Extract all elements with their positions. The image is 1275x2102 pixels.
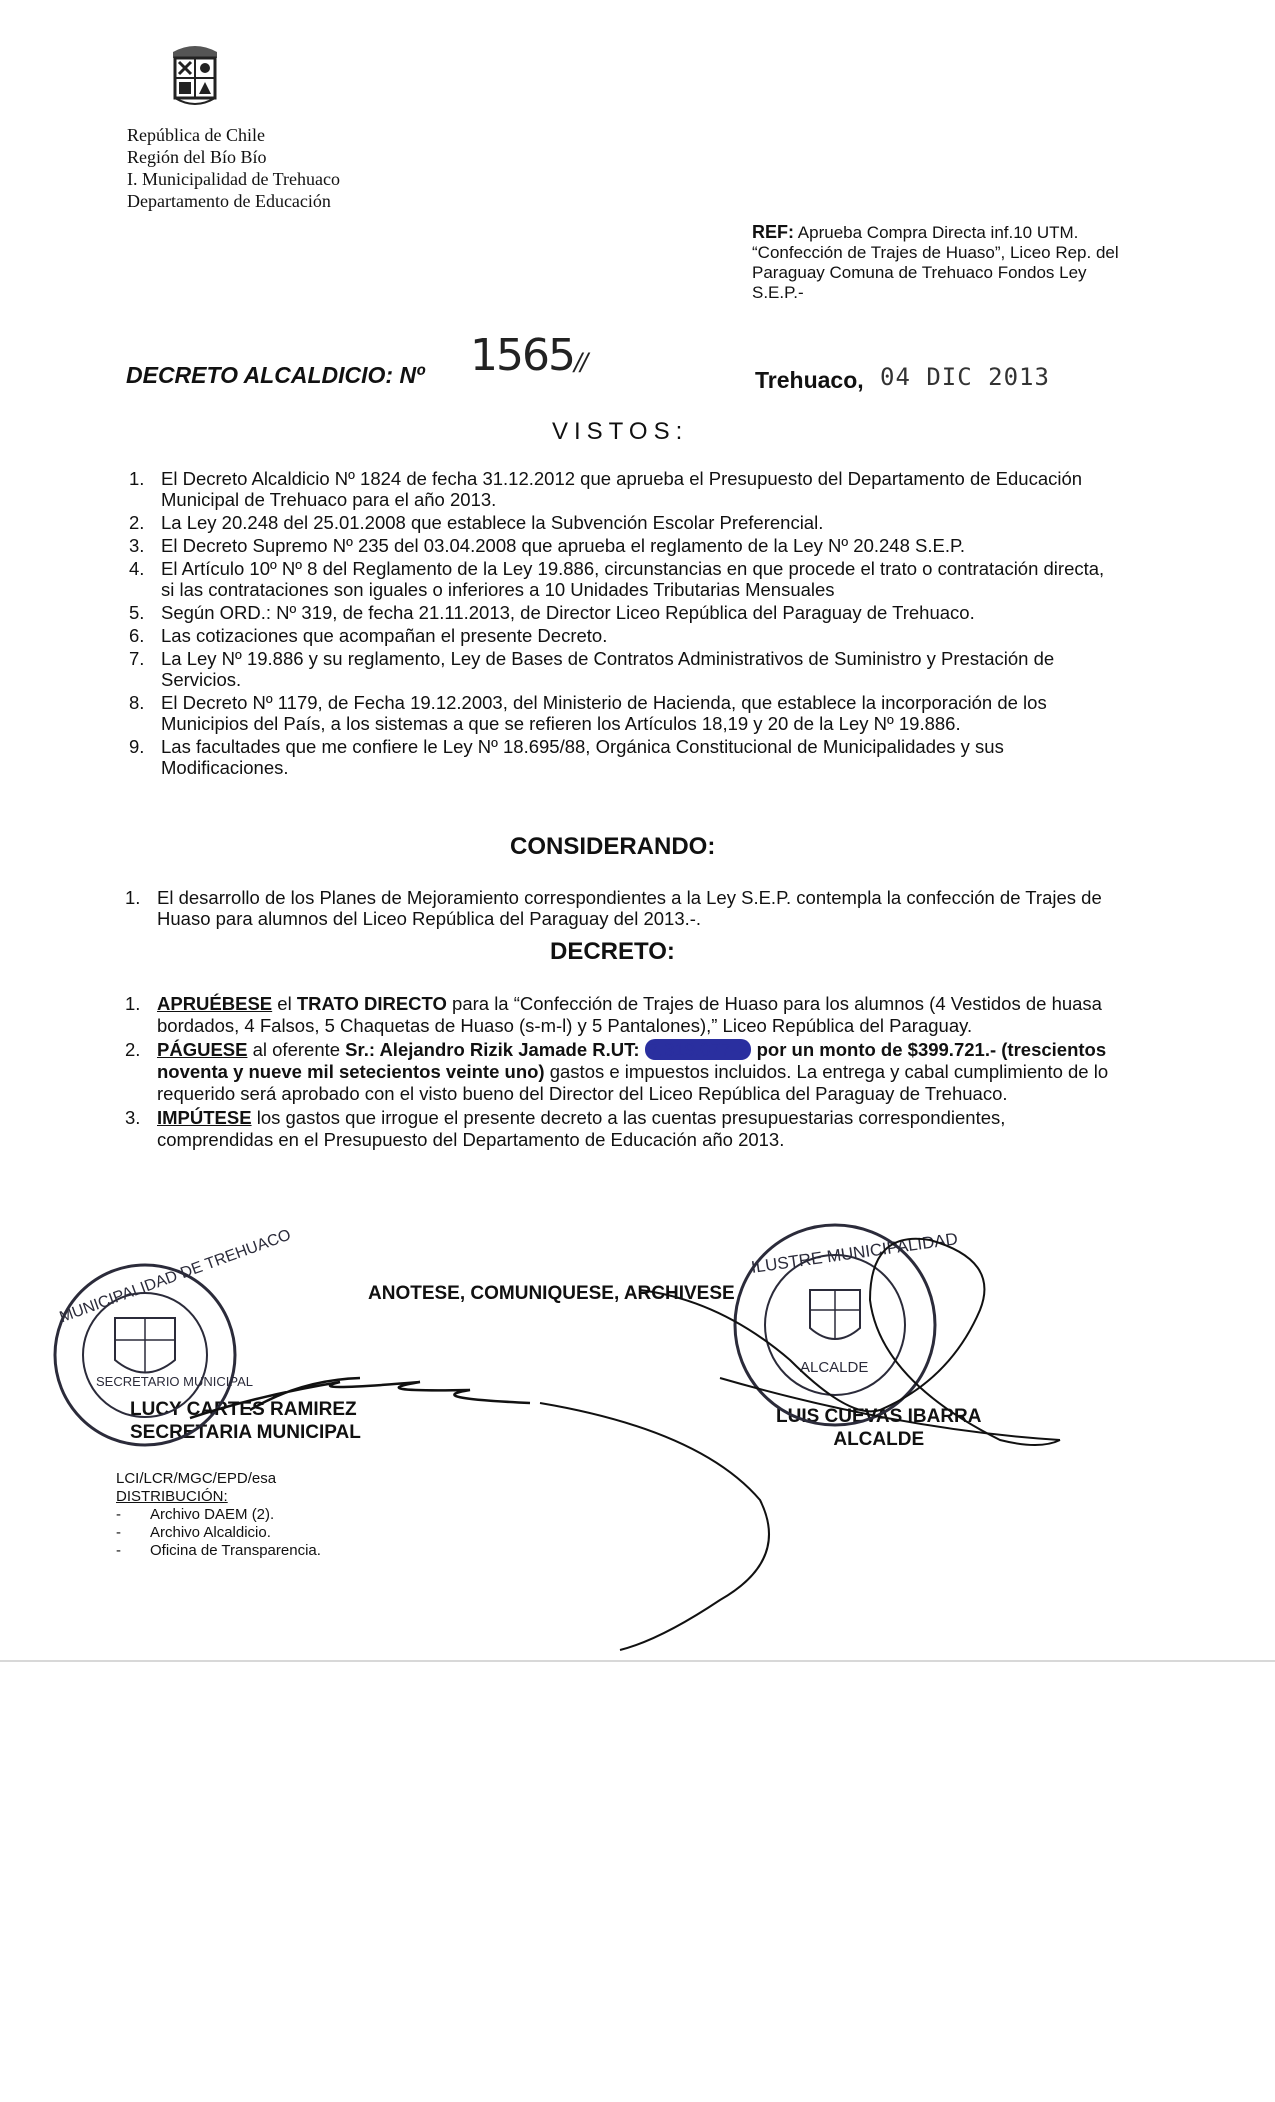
decree-title: DECRETO ALCALDICIO: Nº bbox=[126, 362, 425, 388]
list-item: 1. El Decreto Alcaldicio Nº 1824 de fecha 31.12.2012 que aprueba el Presupuesto del Departamento de Educación Municipal de Trehuaco para el año 2013. bbox=[129, 468, 1083, 510]
secretary-stamp-inner-text: SECRETARIO MUNICIPAL bbox=[96, 1374, 253, 1389]
secretary-signature-loop bbox=[540, 1403, 769, 1650]
list-item: - Archivo DAEM (2). bbox=[116, 1506, 321, 1524]
list-item: 2. La Ley 20.248 del 25.01.2008 que establece la Subvención Escolar Preferencial. bbox=[129, 512, 824, 533]
mayor-name: LUIS CUEVAS IBARRA bbox=[776, 1406, 982, 1427]
header-country: República de Chile bbox=[127, 125, 265, 145]
header-region: Región del Bío Bío bbox=[127, 147, 267, 167]
considerando-heading: CONSIDERANDO: bbox=[510, 833, 716, 860]
municipal-crest-icon bbox=[165, 38, 225, 110]
decreto-heading: DECRETO: bbox=[550, 938, 675, 965]
closing-formula: ANOTESE, COMUNIQUESE, ARCHIVESE bbox=[368, 1283, 735, 1304]
list-item: 4. El Artículo 10º Nº 8 del Reglamento de la Ley 19.886, circunstancias en que procede el trato o contratación directa, si las contrataciones son iguales o inferiores a 10 Unidades Tributarias Mensuales bbox=[129, 558, 1105, 600]
reference-label: REF: bbox=[752, 222, 794, 242]
mayor-role: ALCALDE bbox=[833, 1429, 925, 1450]
mayor-stamp-text: ILUSTRE MUNICIPALIDAD bbox=[749, 1229, 959, 1278]
secretary-role: SECRETARIA MUNICIPAL bbox=[130, 1422, 361, 1443]
list-item: 6. Las cotizaciones que acompañan el presente Decreto. bbox=[129, 625, 608, 646]
list-item: 1. APRUÉBESE el TRATO DIRECTO para la “Confección de Trajes de Huaso para los alumnos (4 Vestidos de huasa bordados, 4 Falsos, 5 Chaquetas de Huaso (s-m-l) y 5 Pantalones),” Liceo República del Paraguay. bbox=[125, 993, 1102, 1036]
distribution-list bbox=[116, 1506, 321, 1560]
reference-block bbox=[752, 222, 1124, 303]
distribution-block bbox=[116, 1470, 321, 1560]
list-item: 7. La Ley Nº 19.886 y su reglamento, Ley de Bases de Contratos Administrativos de Suministro y Prestación de Servicios. bbox=[129, 648, 1055, 690]
vistos-heading: VISTOS: bbox=[552, 418, 689, 445]
list-item: 3. El Decreto Supremo Nº 235 del 03.04.2008 que aprueba el reglamento de la Ley Nº 20.248 S.E.P. bbox=[129, 535, 966, 556]
list-item: 9. Las facultades que me confiere le Ley Nº 18.695/88, Orgánica Constitucional de Municipalidades y sus Modificaciones. bbox=[129, 736, 1004, 778]
list-item: 1. El desarrollo de los Planes de Mejoramiento correspondientes a la Ley S.E.P. contempla la confección de Trajes de Huaso para alumnos del Liceo República del Paraguay del 2013.-. bbox=[125, 887, 1102, 929]
list-item: 8. El Decreto Nº 1179, de Fecha 19.12.2003, del Ministerio de Hacienda, que establece la incorporación de los Municipios del País, a los sistemas a que se refieren los Artículos 18,19 y 20 de la Ley Nº 19.886. bbox=[129, 692, 1047, 734]
list-item: 3. IMPÚTESE los gastos que irrogue el presente decreto a las cuentas presupuestarias correspondientes, comprendidas en el Presupuesto del Departamento de Educación año 2013. bbox=[125, 1107, 1006, 1150]
distribution-initials: LCI/LCR/MGC/EPD/esa bbox=[116, 1470, 277, 1487]
list-item: 5. Según ORD.: Nº 319, de fecha 21.11.2013, de Director Liceo República del Paraguay de Trehuaco. bbox=[129, 602, 975, 623]
list-item: - Oficina de Transparencia. bbox=[116, 1542, 321, 1560]
reference-text: Aprueba Compra Directa inf.10 UTM. “Confección de Trajes de Huaso”, Liceo Rep. del Paraguay Comuna de Trehuaco Fondos Ley S.E.P.- bbox=[752, 223, 1119, 302]
header-department: Departamento de Educación bbox=[127, 191, 331, 211]
page-bottom-margin bbox=[0, 1660, 1275, 2102]
decree-number bbox=[470, 330, 586, 381]
secretary-signature-block bbox=[130, 1398, 361, 1444]
mayor-stamp-inner-text: ALCALDE bbox=[800, 1359, 869, 1376]
list-item: - Archivo Alcaldicio. bbox=[116, 1524, 321, 1542]
vistos-list bbox=[129, 468, 1121, 780]
decree-number-handwritten: 1565 bbox=[470, 330, 574, 381]
secretary-stamp-text: MUNICIPALIDAD DE TREHUACO bbox=[57, 1226, 294, 1327]
redacted-rut: 7.319.077-2 bbox=[645, 1039, 752, 1060]
distribution-heading: DISTRIBUCIÓN: bbox=[116, 1488, 228, 1505]
decree-number-suffix: // bbox=[573, 348, 587, 376]
considerando-list bbox=[125, 887, 1117, 931]
secretary-name: LUCY CARTES RAMIREZ bbox=[130, 1399, 357, 1420]
decree-date-stamp: 04 DIC 2013 bbox=[880, 363, 1050, 391]
decreto-list bbox=[125, 993, 1117, 1153]
institution-header bbox=[127, 124, 340, 212]
mayor-signature-block bbox=[776, 1405, 982, 1451]
list-item: 2. PÁGUESE al oferente Sr.: Alejandro Rizik Jamade R.UT: 7.319.077-2 por un monto de $399.721.- (trescientos noventa y nueve mil setecientos veinte uno) gastos e impuestos incluidos. La entrega y cabal cumplimiento de lo requerido será aprobado con el visto bueno del Director del Liceo República del Paraguay de Trehuaco. bbox=[125, 1039, 1109, 1104]
decree-place: Trehuaco, bbox=[755, 367, 864, 393]
header-municipality: I. Municipalidad de Trehuaco bbox=[127, 169, 340, 189]
mayor-stamp bbox=[735, 1225, 935, 1425]
